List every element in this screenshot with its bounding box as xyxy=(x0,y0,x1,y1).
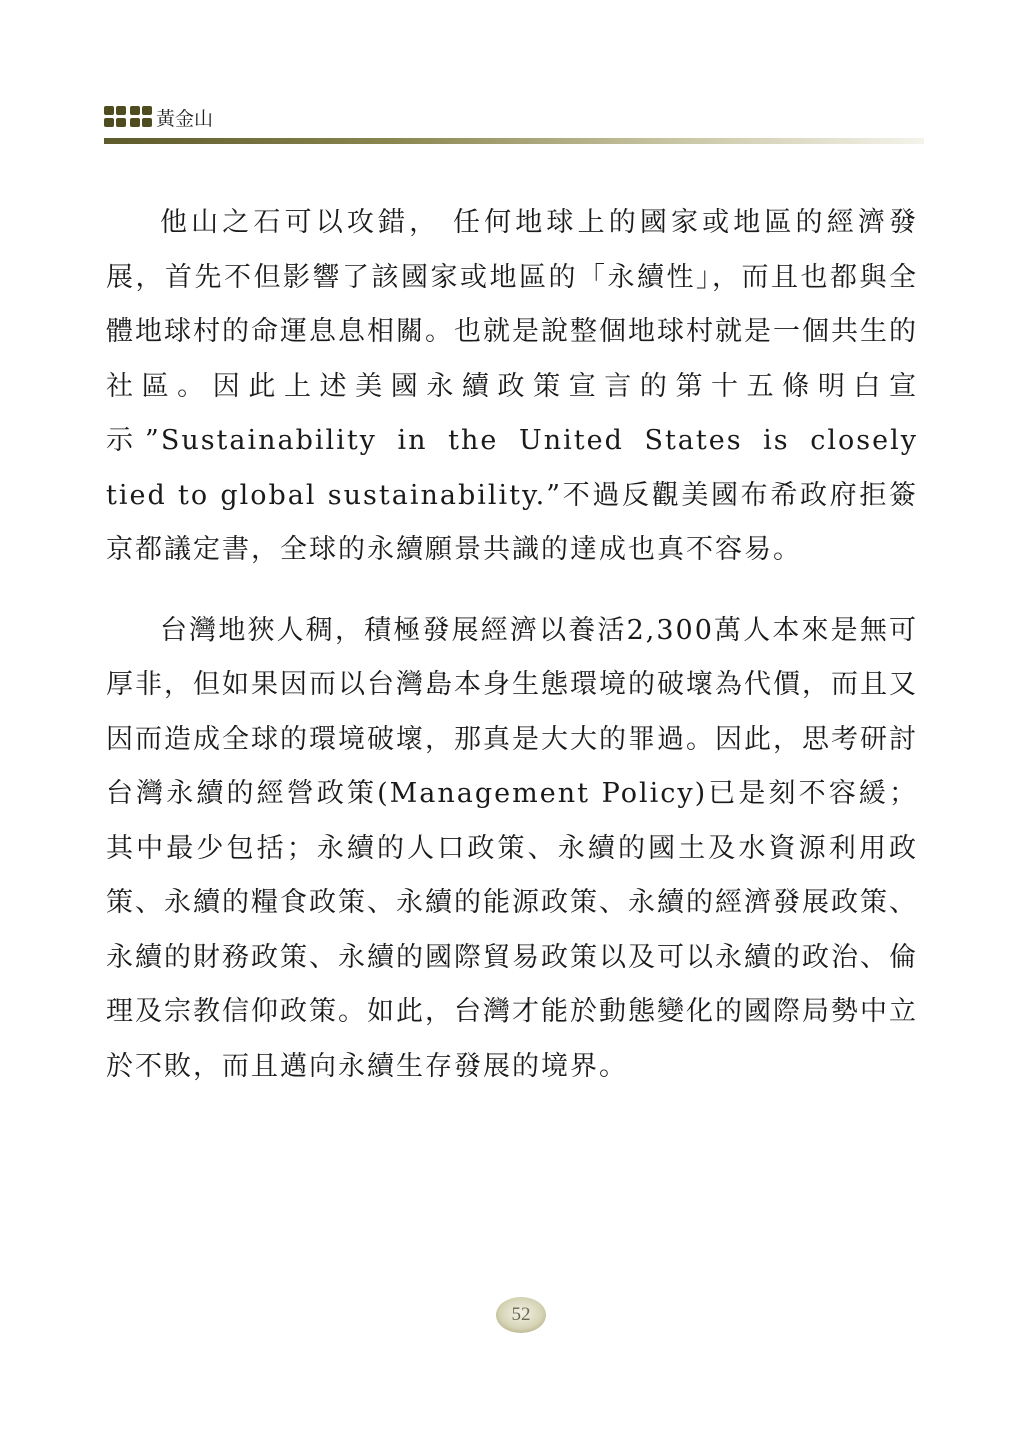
double-cross-logo-icon xyxy=(104,106,152,128)
page-header xyxy=(104,104,924,144)
page-number: 52 xyxy=(511,1304,531,1325)
page-number-badge xyxy=(494,1295,548,1335)
body-text xyxy=(106,196,918,1094)
paragraph-1: 他山之石可以攻錯， 任何地球上的國家或地區的經濟發展，首先不但影響了該國家或地區的「永續性」，而且也都與全體地球村的命運息息相關。也就是說整個地球村就是一個共生的社區。因此上述美國永續政策宣言的第十五條明白宣示”Sustainability in the United States is closely tied to global sustainability.”不過反觀美國布希政府拒簽京都議定書，全球的永續願景共識的達成也真不容易。 xyxy=(106,207,918,565)
paragraph-2: 台灣地狹人稠，積極發展經濟以養活2,300萬人本來是無可厚非，但如果因而以台灣島本身生態環境的破壞為代價，而且又因而造成全球的環境破壞，那真是大大的罪過。因此，思考研討台灣永續的經營政策(Management Policy)已是刻不容緩；其中最少包括；永續的人口政策、永續的國土及水資源利用政策、永續的糧食政策、永續的能源政策、永續的經濟發展政策、永續的財務政策、永續的國際貿易政策以及可以永續的政治、倫理及宗教信仰政策。如此，台灣才能於動態變化的國際局勢中立於不敗，而且邁向永續生存發展的境界。 xyxy=(106,614,918,1082)
header-divider xyxy=(104,138,924,144)
author-name: 黃金山 xyxy=(156,108,214,130)
